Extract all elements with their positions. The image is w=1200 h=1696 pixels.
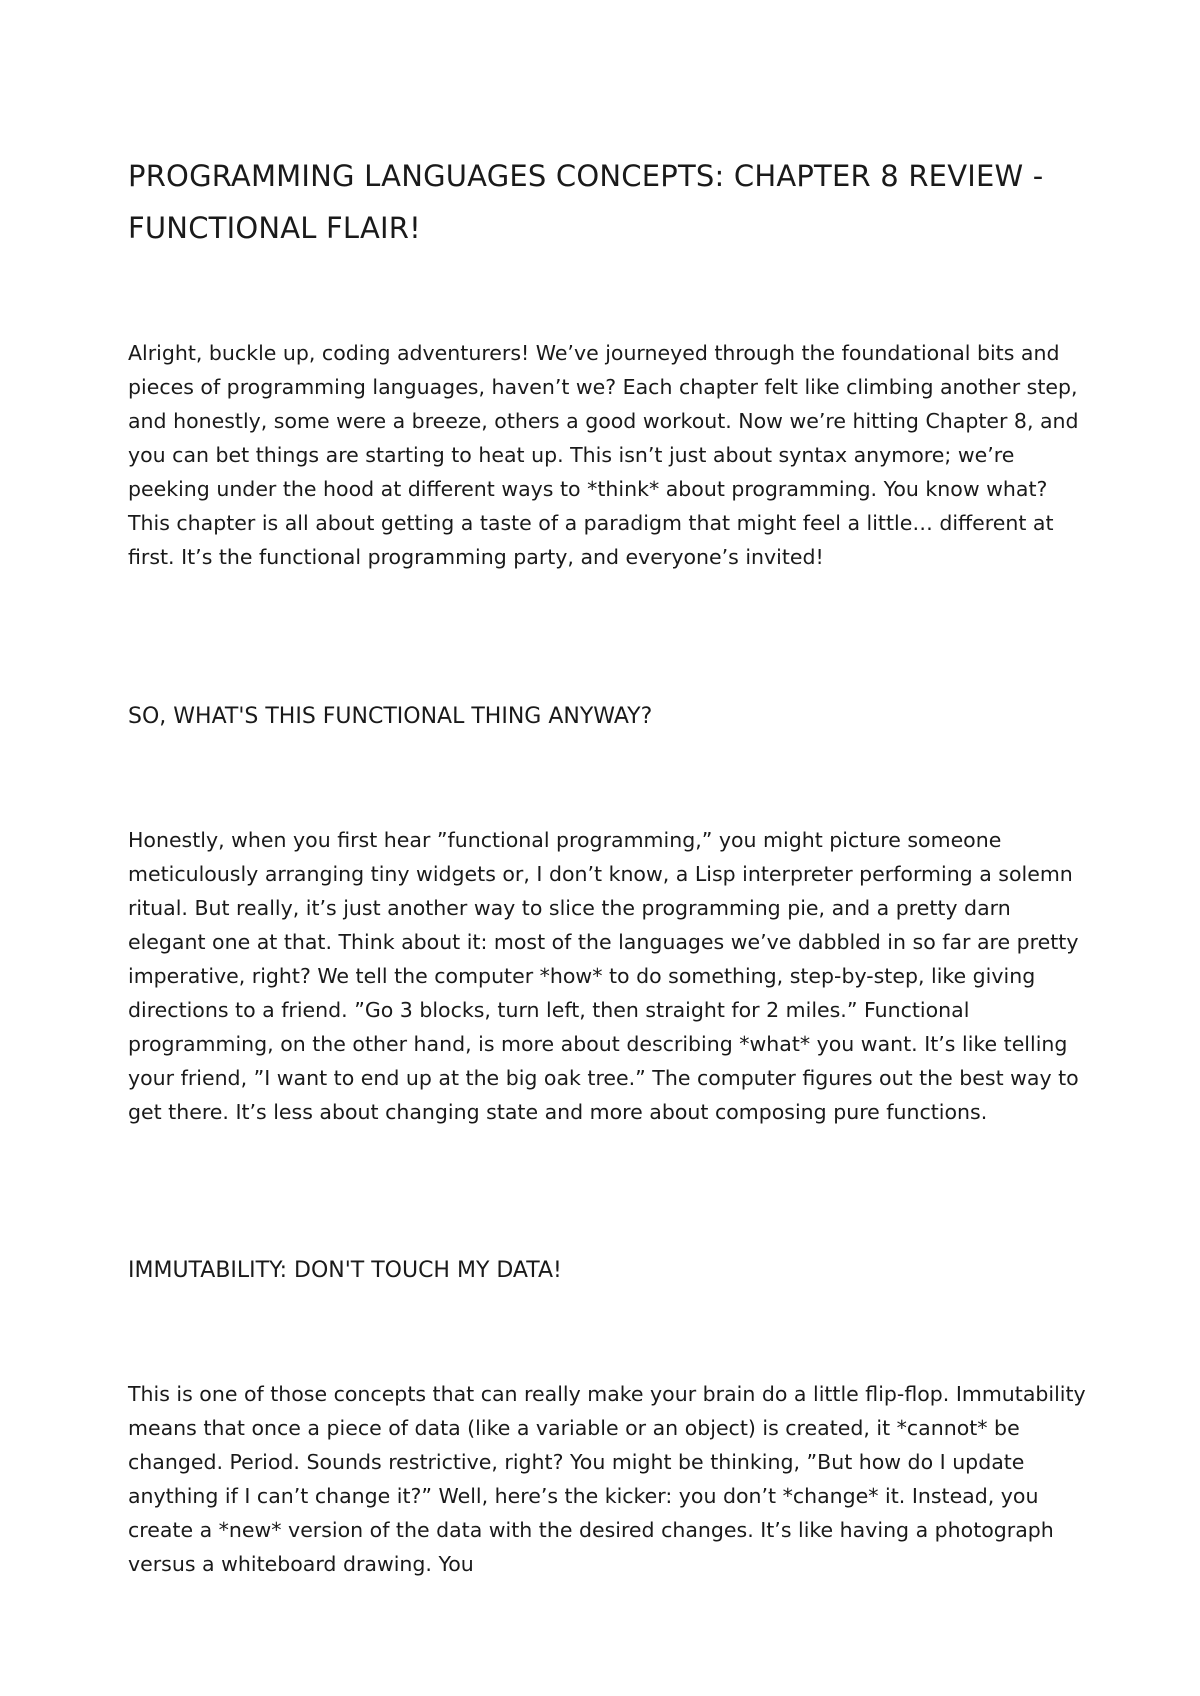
intro-paragraph: Alright, buckle up, coding adventurers! We’ve journeyed through the foundational bits and pieces of programming languages, haven’t we? Each chapter felt like climbing another step, and honestly, some were a breeze, others a good workout. Now we’re hitting Chapter 8, and you can bet things are starting to heat up. This isn’t just about syntax anymore; we’re peeking under the hood at different ways to *think* about programming. You know what? This chapter is all about getting a taste of a paradigm that might feel a little… different at first. It’s the functional programming party, and everyone’s invited! <box>128 341 1079 569</box>
document-title: PROGRAMMING LANGUAGES CONCEPTS: CHAPTER 8 REVIEW - FUNCTIONAL FLAIR! <box>128 159 1044 245</box>
section-body-immutability: This is one of those concepts that can really make your brain do a little flip-flop. Immutability means that once a piece of data (like a variable or an object) is created, it *cannot* be changed. Period. Sounds restrictive, right? You might be thinking, ”But how do I update anything if I can’t change it?” Well, here’s the kicker: you don’t *change* it. Instead, you create a *new* version of the data with the desired changes. It’s like having a photograph versus a whiteboard drawing. You <box>128 1382 1086 1576</box>
section-heading-immutability: IMMUTABILITY: DON'T TOUCH MY DATA! <box>128 1258 562 1283</box>
section-heading-functional: SO, WHAT'S THIS FUNCTIONAL THING ANYWAY? <box>128 704 653 729</box>
section-body-functional: Honestly, when you first hear ”functional programming,” you might picture someone meticulously arranging tiny widgets or, I don’t know, a Lisp interpreter performing a solemn ritual. But really, it’s just another way to slice the programming pie, and a pretty darn elegant one at that. Think about it: most of the languages we’ve dabbled in so far are pretty imperative, right? We tell the computer *how* to do something, step-by-step, like giving directions to a friend. ”Go 3 blocks, turn left, then straight for 2 miles.” Functional programming, on the other hand, is more about describing *what* you want. It’s like telling your friend, ”I want to end up at the big oak tree.” The computer figures out the best way to get there. It’s less about changing state and more about composing pure functions. <box>128 828 1079 1124</box>
